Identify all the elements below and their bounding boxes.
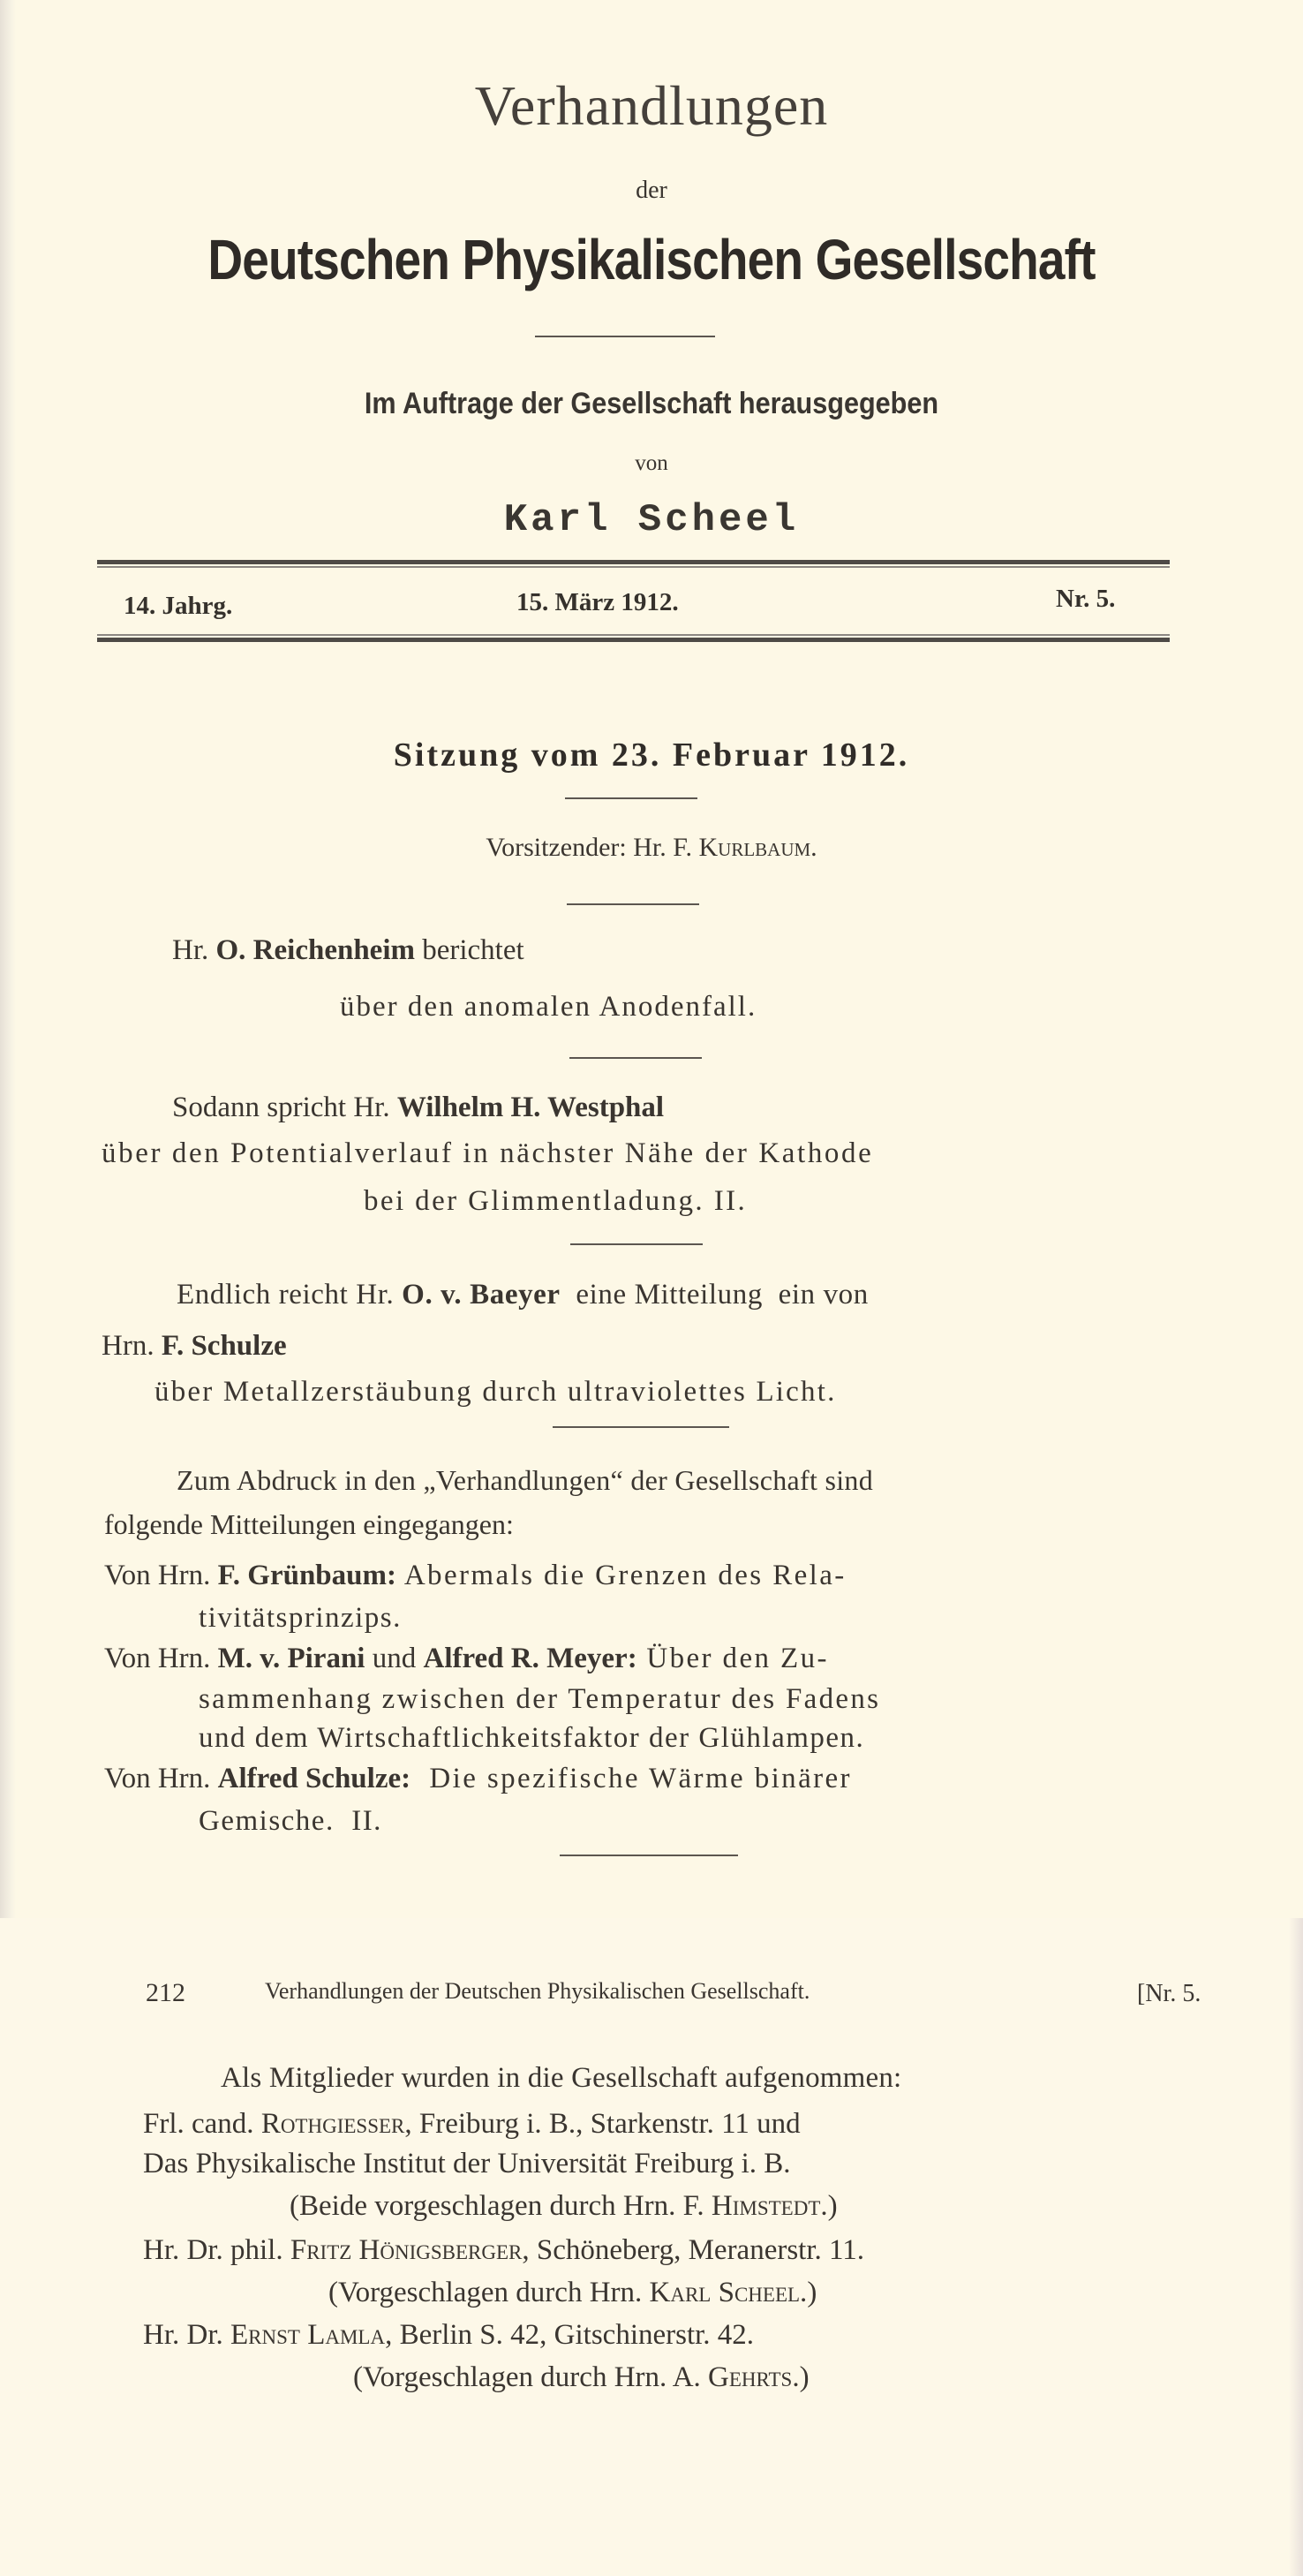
received-intro-line2: folgende Mitteilungen eingegangen: [104, 1508, 514, 1540]
talk-3-author-line [102, 1332, 287, 1361]
talk-3-topic: über Metallzerstäubung durch ultraviolettes Licht. [154, 1376, 837, 1408]
chair-prefix: Vorsitzender: Hr. F. [486, 833, 699, 862]
entry-prefix: Hr. Dr. [143, 2319, 230, 2351]
item-author1: M. v. Pirani [217, 1643, 365, 1674]
item-author2: Alfred R. Meyer: [423, 1643, 637, 1674]
talk-3-presenter-line [177, 1280, 869, 1310]
note-prefix: (Beide vorgeschlagen durch Hrn. F. [290, 2190, 712, 2222]
item-authors: Alfred Schulze: [217, 1763, 411, 1794]
note-suffix: ) [827, 2190, 838, 2222]
running-head-page-number: 212 [146, 1978, 185, 2007]
issue-bar-top-rule [97, 560, 1170, 568]
received-item-2-line1 [104, 1644, 829, 1673]
member-entry [143, 2110, 801, 2139]
issue-date: 15. März 1912. [516, 588, 679, 616]
entry-prefix: Frl. cand. [143, 2108, 261, 2140]
talk-1-topic: über den anomalen Anodenfall. [340, 991, 757, 1023]
session-heading: Sitzung vom 23. Februar 1912. [393, 737, 910, 774]
talk-intro: Endlich reicht Hr. [177, 1279, 403, 1311]
member-name: Rothgiesser [260, 2108, 405, 2140]
entry-address: , Freiburg i. B., Starkenstr. 11 und [404, 2108, 801, 2140]
chair-name: Kurlbaum. [698, 833, 817, 862]
member-entry: Das Physikalische Institut der Universität Freiburg i. B. [143, 2148, 791, 2179]
item-title: Abermals die Grenzen des Rela- [396, 1560, 847, 1591]
note-prefix: (Vorgeschlagen durch Hrn. A. [353, 2361, 709, 2393]
note-prefix: (Vorgeschlagen durch Hrn. [328, 2277, 650, 2308]
section-divider [565, 797, 697, 799]
talk-speaker: Wilhelm H. Westphal [396, 1092, 665, 1123]
talk-speaker: O. Reichenheim [215, 934, 415, 966]
item-title: Die spezifische Wärme binärer [410, 1763, 852, 1794]
item-prefix: Von Hrn. [104, 1643, 218, 1674]
received-intro-line1: Zum Abdruck in den „Verhandlungen“ der Gesellschaft sind [177, 1464, 874, 1496]
masthead-editor: Karl Scheel [503, 498, 800, 542]
running-head-journal: Verhandlungen der Deutschen Physikalischen Gesellschaft. [265, 1978, 810, 2004]
talk-intro: Sodann spricht Hr. [172, 1092, 397, 1123]
masthead-commission: Im Auftrage der Gesellschaft herausgegeben [364, 387, 939, 420]
received-item-3-line2: Gemische. II. [199, 1805, 382, 1837]
talk-2-speaker-line [172, 1093, 664, 1122]
section-divider [570, 1243, 703, 1245]
member-proposer-note [290, 2192, 838, 2221]
session-chair [0, 835, 1303, 861]
item-authors: F. Grünbaum: [217, 1560, 396, 1591]
item-title: Über den Zu- [636, 1643, 829, 1674]
talk-presenter: O. v. Baeyer [402, 1279, 561, 1311]
entry-prefix: Hr. Dr. phil. [143, 2234, 290, 2266]
member-entry [143, 2321, 754, 2350]
running-head-issue: [Nr. 5. [1137, 1980, 1201, 2007]
masthead-society-name: Deutschen Physikalischen Gesellschaft [207, 228, 1096, 291]
received-item-2-line3: und dem Wirtschaftlichkeitsfaktor der Glühlampen. [199, 1722, 865, 1754]
section-divider [553, 1426, 729, 1428]
item-prefix: Von Hrn. [104, 1763, 218, 1794]
member-name: Fritz Hönigsberger [290, 2234, 523, 2266]
member-proposer-note [328, 2278, 817, 2308]
received-item-1-line1 [104, 1561, 847, 1590]
talk-intro: Hr. [172, 934, 216, 966]
journal-page-continuation [0, 1918, 1303, 2576]
author-prefix: Hrn. [102, 1330, 162, 1362]
entry-address: , Berlin S. 42, Gitschinerstr. 42. [385, 2319, 755, 2351]
section-divider [569, 1057, 702, 1059]
note-suffix: ) [807, 2277, 817, 2308]
talk-verb: berichtet [414, 934, 524, 966]
proposer-name: Himstedt. [711, 2190, 828, 2222]
masthead-divider [535, 336, 715, 337]
talk-2-topic-line2: bei der Glimmentladung. II. [364, 1185, 748, 1217]
members-intro: Als Mitglieder wurden in die Gesellschaft aufgenommen: [221, 2062, 902, 2094]
issue-bar-bottom-rule [97, 634, 1170, 642]
proposer-name: Karl Scheel. [649, 2277, 808, 2308]
entry-address: , Schöneberg, Meranerstr. 11. [522, 2234, 865, 2266]
issue-number: Nr. 5. [1056, 585, 1116, 613]
talk-author: F. Schulze [161, 1330, 287, 1362]
masthead-von: von [635, 451, 668, 475]
section-divider [560, 1855, 738, 1856]
talk-2-topic-line1: über den Potentialverlauf in nächster Nähe der Kathode [102, 1137, 874, 1169]
note-suffix: ) [799, 2361, 810, 2393]
received-item-3-line1 [104, 1764, 852, 1794]
member-proposer-note [353, 2363, 810, 2392]
received-item-2-line2: sammenhang zwischen der Temperatur des Fadens [199, 1683, 881, 1715]
item-joiner: und [365, 1643, 424, 1674]
masthead-title: Verhandlungen [474, 74, 829, 137]
member-entry [143, 2236, 864, 2265]
received-item-1-line2: tivitätsprinzips. [199, 1602, 402, 1634]
member-name: Ernst Lamla [230, 2319, 386, 2351]
talk-1-speaker-line [172, 936, 524, 965]
masthead-der: der [636, 177, 667, 204]
item-prefix: Von Hrn. [104, 1560, 218, 1591]
proposer-name: Gehrts. [708, 2361, 800, 2393]
issue-volume: 14. Jahrg. [124, 592, 233, 620]
section-divider [567, 903, 699, 905]
talk-middle: eine Mitteilung ein von [560, 1279, 869, 1311]
